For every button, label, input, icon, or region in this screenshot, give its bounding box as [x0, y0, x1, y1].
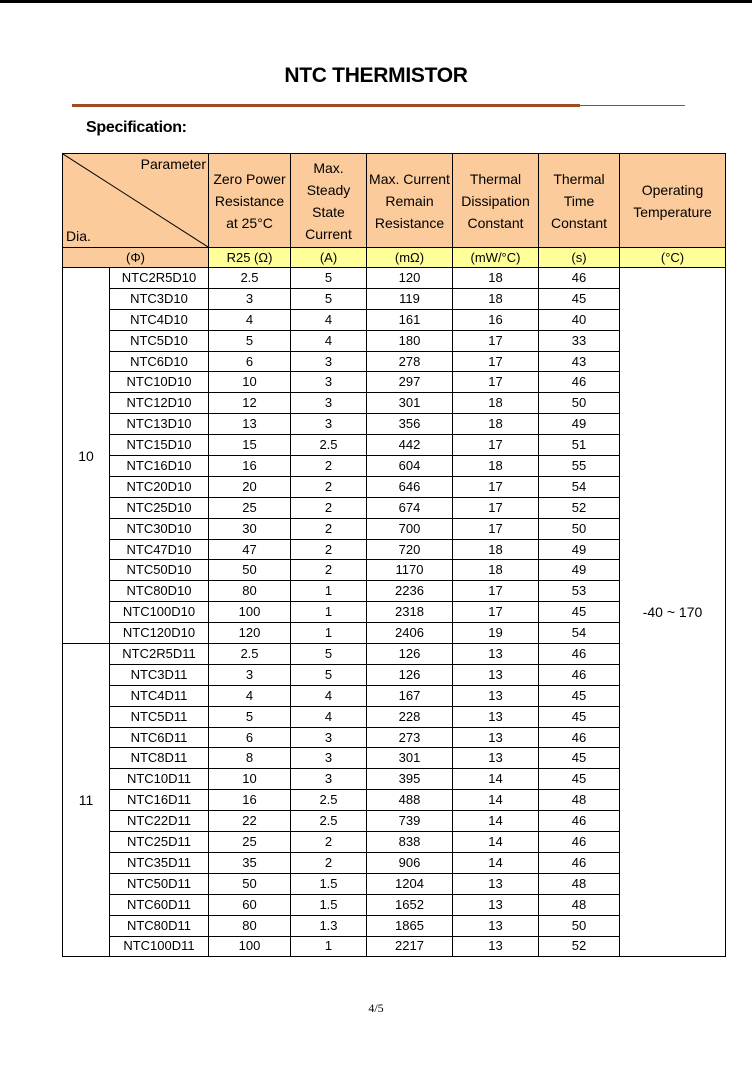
model-cell: NTC25D11 [110, 832, 209, 853]
value-cell: 13 [453, 644, 539, 665]
dia-group-cell: 10 [63, 268, 110, 644]
value-cell: 5 [291, 664, 367, 685]
value-cell: 45 [539, 288, 620, 309]
value-cell: 40 [539, 309, 620, 330]
model-cell: NTC20D10 [110, 476, 209, 497]
value-cell: 46 [539, 644, 620, 665]
model-cell: NTC4D11 [110, 685, 209, 706]
model-cell: NTC13D10 [110, 414, 209, 435]
value-cell: 120 [209, 623, 291, 644]
parameter-dia-header [63, 154, 209, 248]
value-cell: 2 [291, 497, 367, 518]
value-cell: 49 [539, 539, 620, 560]
value-cell: 17 [453, 330, 539, 351]
value-cell: 10 [209, 769, 291, 790]
value-cell: 2.5 [209, 644, 291, 665]
value-cell: 46 [539, 372, 620, 393]
model-cell: NTC8D11 [110, 748, 209, 769]
value-cell: 120 [367, 268, 453, 289]
value-cell: 14 [453, 811, 539, 832]
table-row [63, 268, 726, 289]
value-cell: 167 [367, 685, 453, 706]
unit-cell: (mΩ) [367, 248, 453, 268]
top-border-rule [0, 0, 752, 3]
value-cell: 50 [209, 873, 291, 894]
model-cell: NTC22D11 [110, 811, 209, 832]
value-cell: 46 [539, 268, 620, 289]
value-cell: 301 [367, 393, 453, 414]
value-cell: 5 [291, 644, 367, 665]
column-header: Max. Steady State Current [291, 154, 367, 248]
value-cell: 13 [453, 664, 539, 685]
value-cell: 1 [291, 623, 367, 644]
value-cell: 52 [539, 497, 620, 518]
column-header: Zero Power Resistance at 25°C [209, 154, 291, 248]
value-cell: 4 [291, 685, 367, 706]
unit-cell: (A) [291, 248, 367, 268]
unit-cell: (°C) [620, 248, 726, 268]
value-cell: 49 [539, 414, 620, 435]
value-cell: 17 [453, 435, 539, 456]
value-cell: 1170 [367, 560, 453, 581]
model-cell: NTC35D11 [110, 852, 209, 873]
unit-row [63, 248, 726, 268]
column-header: Thermal Dissipation Constant [453, 154, 539, 248]
value-cell: 2.5 [291, 811, 367, 832]
value-cell: 6 [209, 351, 291, 372]
value-cell: 46 [539, 727, 620, 748]
value-cell: 17 [453, 497, 539, 518]
value-cell: 50 [539, 393, 620, 414]
value-cell: 3 [291, 769, 367, 790]
value-cell: 100 [209, 936, 291, 957]
value-cell: 278 [367, 351, 453, 372]
value-cell: 1865 [367, 915, 453, 936]
value-cell: 2.5 [209, 268, 291, 289]
parameter-label: Parameter [140, 156, 206, 172]
value-cell: 46 [539, 664, 620, 685]
value-cell: 356 [367, 414, 453, 435]
model-cell: NTC10D10 [110, 372, 209, 393]
value-cell: 55 [539, 456, 620, 477]
section-label: Specification: [86, 119, 187, 136]
value-cell: 48 [539, 894, 620, 915]
value-cell: 273 [367, 727, 453, 748]
value-cell: 3 [209, 288, 291, 309]
model-cell: NTC5D11 [110, 706, 209, 727]
value-cell: 18 [453, 268, 539, 289]
value-cell: 13 [453, 873, 539, 894]
value-cell: 674 [367, 497, 453, 518]
value-cell: 17 [453, 351, 539, 372]
value-cell: 1652 [367, 894, 453, 915]
value-cell: 301 [367, 748, 453, 769]
value-cell: 54 [539, 476, 620, 497]
value-cell: 126 [367, 644, 453, 665]
column-header: Thermal Time Constant [539, 154, 620, 248]
model-cell: NTC120D10 [110, 623, 209, 644]
value-cell: 13 [453, 727, 539, 748]
value-cell: 19 [453, 623, 539, 644]
value-cell: 80 [209, 915, 291, 936]
dia-label: Dia. [66, 228, 91, 244]
value-cell: 17 [453, 602, 539, 623]
model-cell: NTC4D10 [110, 309, 209, 330]
value-cell: 100 [209, 602, 291, 623]
value-cell: 14 [453, 852, 539, 873]
value-cell: 1 [291, 602, 367, 623]
value-cell: 10 [209, 372, 291, 393]
value-cell: 2406 [367, 623, 453, 644]
operating-temperature-cell: -40 ~ 170 [620, 268, 726, 957]
value-cell: 2 [291, 518, 367, 539]
model-cell: NTC3D10 [110, 288, 209, 309]
model-cell: NTC60D11 [110, 894, 209, 915]
value-cell: 47 [209, 539, 291, 560]
model-cell: NTC25D10 [110, 497, 209, 518]
value-cell: 17 [453, 476, 539, 497]
model-cell: NTC6D11 [110, 727, 209, 748]
value-cell: 50 [539, 915, 620, 936]
model-cell: NTC50D11 [110, 873, 209, 894]
model-cell: NTC16D11 [110, 790, 209, 811]
value-cell: 14 [453, 790, 539, 811]
value-cell: 5 [291, 288, 367, 309]
column-header: Operating Temperature [620, 154, 726, 248]
value-cell: 25 [209, 832, 291, 853]
value-cell: 739 [367, 811, 453, 832]
value-cell: 13 [453, 936, 539, 957]
value-cell: 20 [209, 476, 291, 497]
value-cell: 3 [209, 664, 291, 685]
value-cell: 3 [291, 748, 367, 769]
value-cell: 13 [209, 414, 291, 435]
value-cell: 1.5 [291, 894, 367, 915]
model-cell: NTC80D11 [110, 915, 209, 936]
value-cell: 3 [291, 414, 367, 435]
value-cell: 126 [367, 664, 453, 685]
model-cell: NTC80D10 [110, 581, 209, 602]
value-cell: 161 [367, 309, 453, 330]
dia-group-cell: 11 [63, 644, 110, 957]
value-cell: 2.5 [291, 435, 367, 456]
value-cell: 228 [367, 706, 453, 727]
value-cell: 46 [539, 852, 620, 873]
value-cell: 5 [209, 330, 291, 351]
value-cell: 48 [539, 873, 620, 894]
model-cell: NTC15D10 [110, 435, 209, 456]
value-cell: 13 [453, 894, 539, 915]
value-cell: 3 [291, 372, 367, 393]
value-cell: 45 [539, 769, 620, 790]
value-cell: 17 [453, 372, 539, 393]
value-cell: 646 [367, 476, 453, 497]
value-cell: 52 [539, 936, 620, 957]
value-cell: 4 [291, 330, 367, 351]
value-cell: 16 [209, 790, 291, 811]
value-cell: 2 [291, 456, 367, 477]
value-cell: 46 [539, 811, 620, 832]
value-cell: 33 [539, 330, 620, 351]
value-cell: 442 [367, 435, 453, 456]
model-cell: NTC3D11 [110, 664, 209, 685]
value-cell: 46 [539, 832, 620, 853]
value-cell: 180 [367, 330, 453, 351]
unit-cell: (mW/°C) [453, 248, 539, 268]
value-cell: 16 [453, 309, 539, 330]
model-cell: NTC12D10 [110, 393, 209, 414]
value-cell: 43 [539, 351, 620, 372]
value-cell: 119 [367, 288, 453, 309]
value-cell: 6 [209, 727, 291, 748]
unit-cell: R25 (Ω) [209, 248, 291, 268]
model-cell: NTC30D10 [110, 518, 209, 539]
value-cell: 49 [539, 560, 620, 581]
value-cell: 2217 [367, 936, 453, 957]
value-cell: 25 [209, 497, 291, 518]
value-cell: 16 [209, 456, 291, 477]
value-cell: 18 [453, 456, 539, 477]
value-cell: 2 [291, 539, 367, 560]
value-cell: 8 [209, 748, 291, 769]
value-cell: 1.3 [291, 915, 367, 936]
page-title: NTC THERMISTOR [284, 64, 468, 87]
value-cell: 4 [291, 706, 367, 727]
value-cell: 2236 [367, 581, 453, 602]
value-cell: 35 [209, 852, 291, 873]
value-cell: 700 [367, 518, 453, 539]
value-cell: 14 [453, 769, 539, 790]
spec-table [62, 153, 726, 957]
value-cell: 13 [453, 915, 539, 936]
unit-cell: (s) [539, 248, 620, 268]
value-cell: 906 [367, 852, 453, 873]
value-cell: 53 [539, 581, 620, 602]
model-cell: NTC100D11 [110, 936, 209, 957]
value-cell: 45 [539, 685, 620, 706]
value-cell: 12 [209, 393, 291, 414]
value-cell: 60 [209, 894, 291, 915]
value-cell: 17 [453, 518, 539, 539]
value-cell: 720 [367, 539, 453, 560]
value-cell: 4 [209, 309, 291, 330]
value-cell: 18 [453, 539, 539, 560]
title-underline-extension [580, 105, 685, 106]
title-underline [72, 104, 580, 107]
value-cell: 395 [367, 769, 453, 790]
value-cell: 30 [209, 518, 291, 539]
value-cell: 17 [453, 581, 539, 602]
value-cell: 80 [209, 581, 291, 602]
value-cell: 48 [539, 790, 620, 811]
model-cell: NTC47D10 [110, 539, 209, 560]
value-cell: 3 [291, 393, 367, 414]
value-cell: 2.5 [291, 790, 367, 811]
model-cell: NTC16D10 [110, 456, 209, 477]
header-row [63, 154, 726, 248]
value-cell: 14 [453, 832, 539, 853]
value-cell: 5 [209, 706, 291, 727]
value-cell: 45 [539, 748, 620, 769]
value-cell: 3 [291, 727, 367, 748]
value-cell: 1 [291, 936, 367, 957]
column-header: Max. Current Remain Resistance [367, 154, 453, 248]
model-cell: NTC2R5D10 [110, 268, 209, 289]
page-number: 4/5 [368, 1001, 384, 1015]
value-cell: 1204 [367, 873, 453, 894]
model-cell: NTC100D10 [110, 602, 209, 623]
value-cell: 18 [453, 393, 539, 414]
value-cell: 2318 [367, 602, 453, 623]
value-cell: 50 [209, 560, 291, 581]
value-cell: 54 [539, 623, 620, 644]
value-cell: 488 [367, 790, 453, 811]
value-cell: 838 [367, 832, 453, 853]
value-cell: 50 [539, 518, 620, 539]
value-cell: 2 [291, 560, 367, 581]
value-cell: 2 [291, 476, 367, 497]
value-cell: 1 [291, 581, 367, 602]
value-cell: 15 [209, 435, 291, 456]
value-cell: 5 [291, 268, 367, 289]
value-cell: 45 [539, 706, 620, 727]
value-cell: 13 [453, 685, 539, 706]
value-cell: 604 [367, 456, 453, 477]
value-cell: 18 [453, 560, 539, 581]
unit-cell: (Φ) [63, 248, 209, 268]
value-cell: 297 [367, 372, 453, 393]
value-cell: 2 [291, 852, 367, 873]
value-cell: 45 [539, 602, 620, 623]
value-cell: 13 [453, 706, 539, 727]
model-cell: NTC2R5D11 [110, 644, 209, 665]
value-cell: 3 [291, 351, 367, 372]
model-cell: NTC50D10 [110, 560, 209, 581]
value-cell: 18 [453, 414, 539, 435]
value-cell: 4 [209, 685, 291, 706]
model-cell: NTC10D11 [110, 769, 209, 790]
value-cell: 1.5 [291, 873, 367, 894]
value-cell: 51 [539, 435, 620, 456]
model-cell: NTC5D10 [110, 330, 209, 351]
value-cell: 18 [453, 288, 539, 309]
value-cell: 22 [209, 811, 291, 832]
model-cell: NTC6D10 [110, 351, 209, 372]
value-cell: 2 [291, 832, 367, 853]
value-cell: 4 [291, 309, 367, 330]
value-cell: 13 [453, 748, 539, 769]
